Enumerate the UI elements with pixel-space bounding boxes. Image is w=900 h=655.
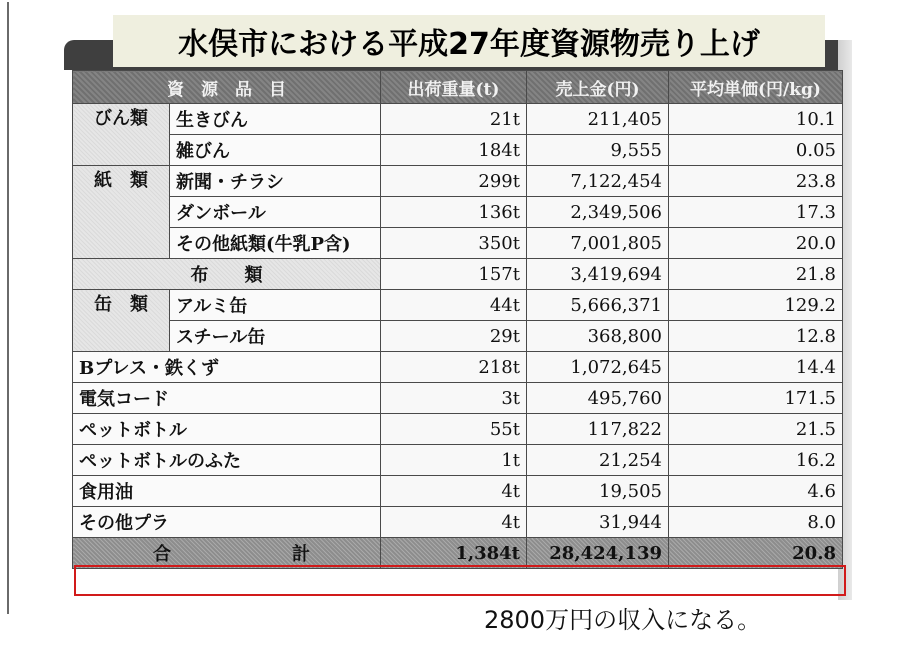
group-cloth: 布 類 [73,259,381,290]
row-weight: 55t [381,414,527,445]
table-row [73,445,843,476]
table-row [73,414,843,445]
row-weight: 157t [381,259,527,290]
table-row [73,197,843,228]
row-sales: 9,555 [527,135,669,166]
row-weight: 4t [381,507,527,538]
table-row [73,166,843,197]
total-label [73,538,381,569]
left-margin-rule [7,2,9,614]
row-sales: 117,822 [527,414,669,445]
row-price: 0.05 [669,135,843,166]
row-weight: 1t [381,445,527,476]
row-name: ペットボトル [73,414,381,445]
row-name: ペットボトルのふた [73,445,381,476]
row-price: 23.8 [669,166,843,197]
row-sales: 5,666,371 [527,290,669,321]
total-weight: 1,384t [381,538,527,569]
row-name: 新聞・チラシ [170,166,381,197]
header-sales: 売上金(円) [527,71,669,104]
row-name: アルミ缶 [170,290,381,321]
row-name: 生きびん [170,104,381,135]
row-price: 20.0 [669,228,843,259]
table-row [73,352,843,383]
table-row [73,228,843,259]
row-sales: 1,072,645 [527,352,669,383]
total-row [73,538,843,569]
row-name: ダンボール [170,197,381,228]
row-sales: 31,944 [527,507,669,538]
row-sales: 495,760 [527,383,669,414]
row-weight: 21t [381,104,527,135]
row-weight: 29t [381,321,527,352]
row-weight: 136t [381,197,527,228]
row-name: 食用油 [73,476,381,507]
group-bottles: びん類 [73,104,170,166]
header-item: 資 源 品 目 [73,71,381,104]
row-price: 12.8 [669,321,843,352]
row-sales: 3,419,694 [527,259,669,290]
row-sales: 21,254 [527,445,669,476]
row-sales: 2,349,506 [527,197,669,228]
row-price: 21.5 [669,414,843,445]
row-weight: 218t [381,352,527,383]
row-price: 21.8 [669,259,843,290]
resource-sales-table [72,70,843,569]
row-weight: 3t [381,383,527,414]
group-paper: 紙 類 [73,166,170,259]
row-sales: 7,122,454 [527,166,669,197]
row-price: 4.6 [669,476,843,507]
row-price: 129.2 [669,290,843,321]
total-highlight-box [74,565,846,596]
total-sales: 28,424,139 [527,538,669,569]
row-name: スチール缶 [170,321,381,352]
page-title: 水俣市における平成27年度資源物売り上げ [113,15,825,67]
header-unit-price: 平均単価(円/kg) [669,71,843,104]
row-name: 電気コード [73,383,381,414]
row-weight: 350t [381,228,527,259]
row-price: 10.1 [669,104,843,135]
table-row [73,259,843,290]
table-row [73,507,843,538]
table-row [73,290,843,321]
row-price: 8.0 [669,507,843,538]
row-weight: 44t [381,290,527,321]
header-weight: 出荷重量(t) [381,71,527,104]
row-name: その他紙類(牛乳P含) [170,228,381,259]
row-name: Bプレス・鉄くず [73,352,381,383]
table-row [73,383,843,414]
row-price: 14.4 [669,352,843,383]
total-label-right: 計 [292,544,310,565]
row-sales: 211,405 [527,104,669,135]
row-sales: 19,505 [527,476,669,507]
group-cans: 缶 類 [73,290,170,352]
table-row [73,135,843,166]
row-name: その他プラ [73,507,381,538]
table-row [73,104,843,135]
total-price: 20.8 [669,538,843,569]
row-price: 16.2 [669,445,843,476]
row-weight: 299t [381,166,527,197]
row-sales: 7,001,805 [527,228,669,259]
row-price: 17.3 [669,197,843,228]
total-label-left: 合 [153,544,171,565]
row-sales: 368,800 [527,321,669,352]
table-row [73,476,843,507]
table-row [73,321,843,352]
row-price: 171.5 [669,383,843,414]
row-name: 雑びん [170,135,381,166]
row-weight: 184t [381,135,527,166]
table-header-row [73,71,843,104]
row-weight: 4t [381,476,527,507]
caption-text: 2800万円の収入になる。 [484,606,762,634]
